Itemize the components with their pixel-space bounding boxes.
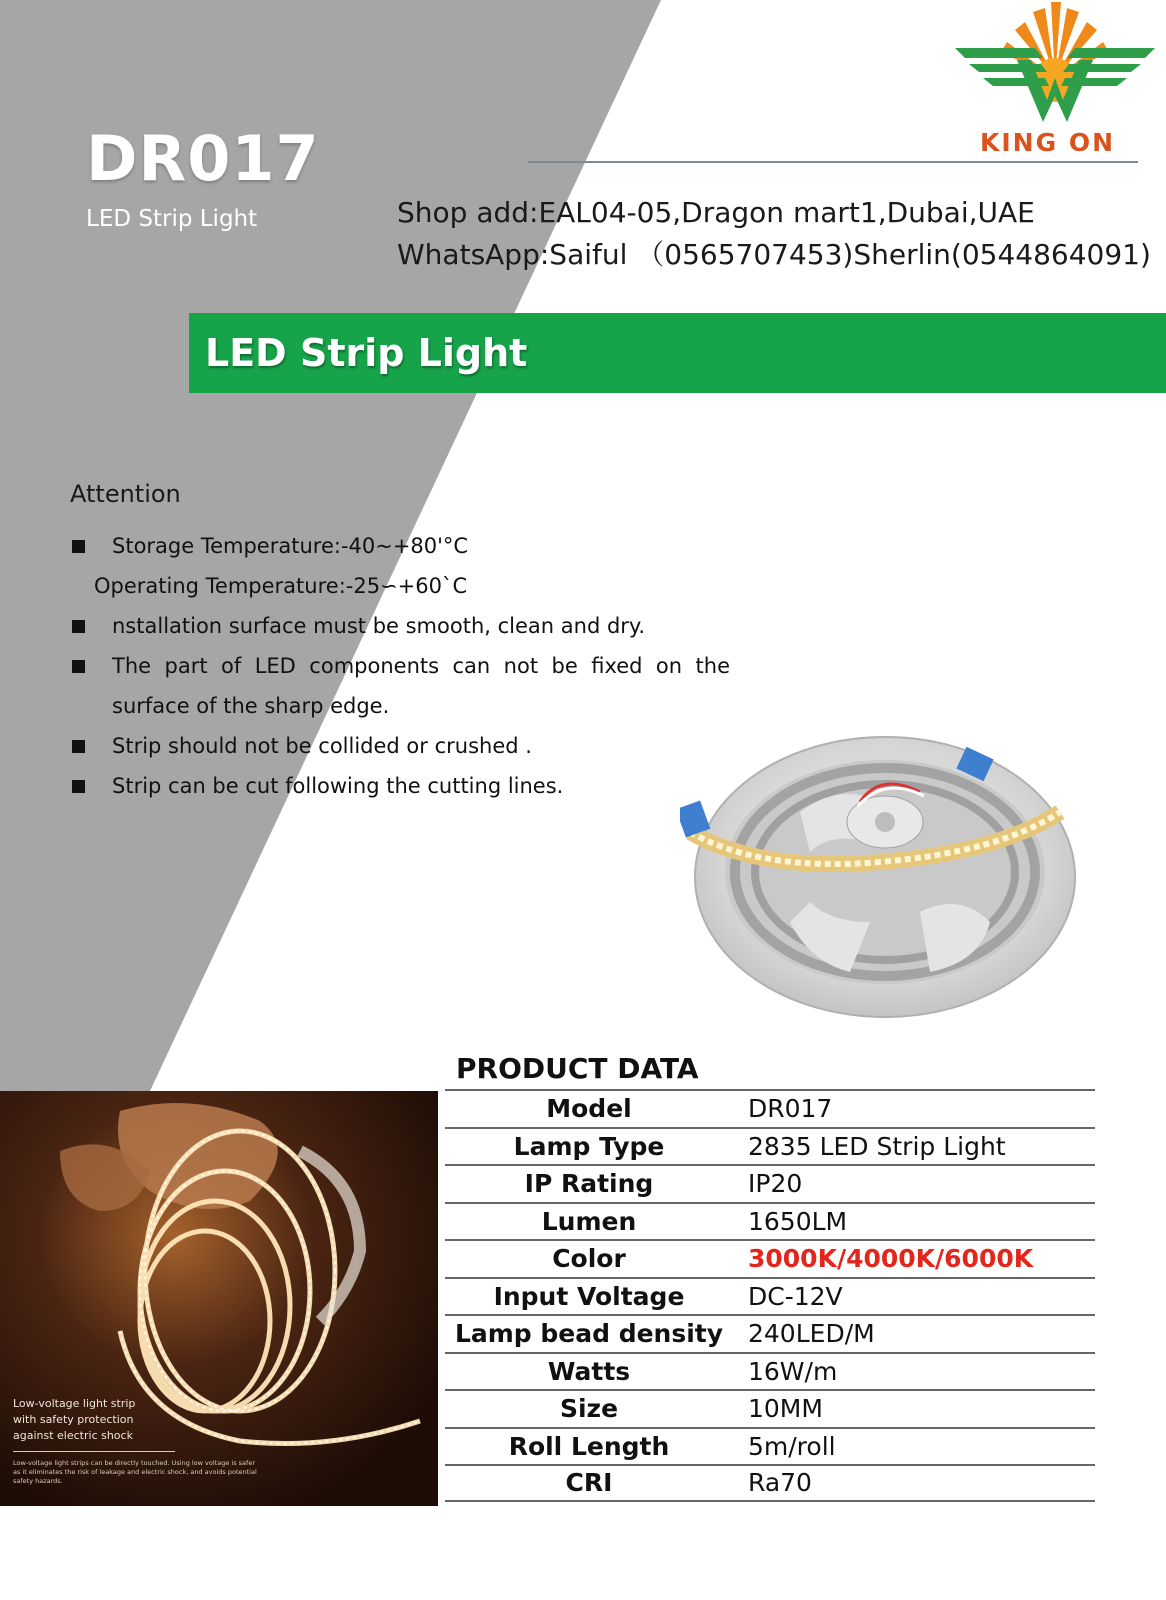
table-row <box>445 1352 1095 1390</box>
brand-name: KING ON <box>980 128 1115 157</box>
shop-address: Shop add:EAL04-05,Dragon mart1,Dubai,UAE <box>397 196 1035 229</box>
attention-item: Operating Temperature:-25∽+60`C <box>94 574 468 598</box>
title-block <box>86 124 320 232</box>
table-row <box>445 1389 1095 1427</box>
row-label: Size <box>559 1394 619 1424</box>
row-label: IP Rating <box>524 1169 654 1199</box>
row-value: Ra70 <box>748 1468 812 1498</box>
row-value: 2835 LED Strip Light <box>748 1131 1006 1161</box>
photo-small-text: Low-voltage light strips can be directly touched. Using low voltage is safer as it eliminates the risk of leakage and electric shock, and avoids potential safety hazards. <box>13 1459 257 1485</box>
row-label: Lamp Type <box>513 1131 665 1161</box>
table-row <box>445 1314 1095 1352</box>
row-value: IP20 <box>748 1169 803 1199</box>
square-bullet-icon <box>72 620 85 633</box>
attention-title: Attention <box>70 480 181 508</box>
attention-item: Strip can be cut following the cutting lines. <box>70 766 730 806</box>
table-row <box>445 1202 1095 1240</box>
row-value: 1650LM <box>748 1206 848 1236</box>
row-value: 10MM <box>748 1394 823 1424</box>
row-label: Watts <box>547 1356 631 1386</box>
square-bullet-icon <box>72 780 85 793</box>
attention-item: The part of LED components can not be fixed on the <box>70 646 730 686</box>
banner-title: LED Strip Light <box>205 331 528 375</box>
photo-caption-divider <box>13 1451 175 1452</box>
attention-section <box>70 480 730 806</box>
attention-item: nstallation surface must be smooth, clean and dry. <box>70 606 730 646</box>
table-row <box>445 1464 1095 1502</box>
square-bullet-icon <box>72 740 85 753</box>
row-label: Input Voltage <box>493 1281 685 1311</box>
table-row <box>445 1239 1095 1277</box>
square-bullet-icon <box>72 660 85 673</box>
table-row <box>445 1427 1095 1465</box>
row-value: 240LED/M <box>748 1319 875 1349</box>
photo-caption: Low-voltage light strip with safety protection against electric shock <box>13 1397 136 1442</box>
model-title: DR017 <box>86 122 320 195</box>
row-value: DR017 <box>748 1094 833 1124</box>
table-row <box>445 1164 1095 1202</box>
row-label: Color <box>552 1244 626 1274</box>
row-label: Lumen <box>541 1206 637 1236</box>
led-strip-reel-image <box>680 722 1090 1022</box>
row-value: DC-12V <box>748 1281 843 1311</box>
header-divider <box>528 161 1138 163</box>
row-value-highlighted: 3000K/4000K/6000K <box>748 1244 1034 1274</box>
row-label: CRI <box>565 1468 613 1498</box>
row-label: Roll Length <box>508 1431 670 1461</box>
green-banner <box>189 313 1166 393</box>
table-row <box>445 1089 1095 1127</box>
attention-item: Strip should not be collided or crushed . <box>70 726 730 766</box>
product-subtitle: LED Strip Light <box>86 206 258 232</box>
shop-info <box>397 192 1151 276</box>
row-value: 5m/roll <box>748 1431 836 1461</box>
row-value: 16W/m <box>748 1356 838 1386</box>
attention-item-continuation: surface of the sharp edge. <box>112 694 390 718</box>
product-data-title: PRODUCT DATA <box>456 1052 699 1085</box>
table-row <box>445 1277 1095 1315</box>
square-bullet-icon <box>72 540 85 553</box>
product-data-table <box>445 1089 1095 1502</box>
table-row <box>445 1127 1095 1165</box>
row-label: Model <box>546 1094 632 1124</box>
attention-item: Storage Temperature:-40~+80'°C <box>70 526 730 566</box>
row-label: Lamp bead density <box>454 1319 724 1349</box>
whatsapp-contacts: WhatsApp:Saiful （0565707453)Sherlin(0544864091) <box>397 238 1151 271</box>
